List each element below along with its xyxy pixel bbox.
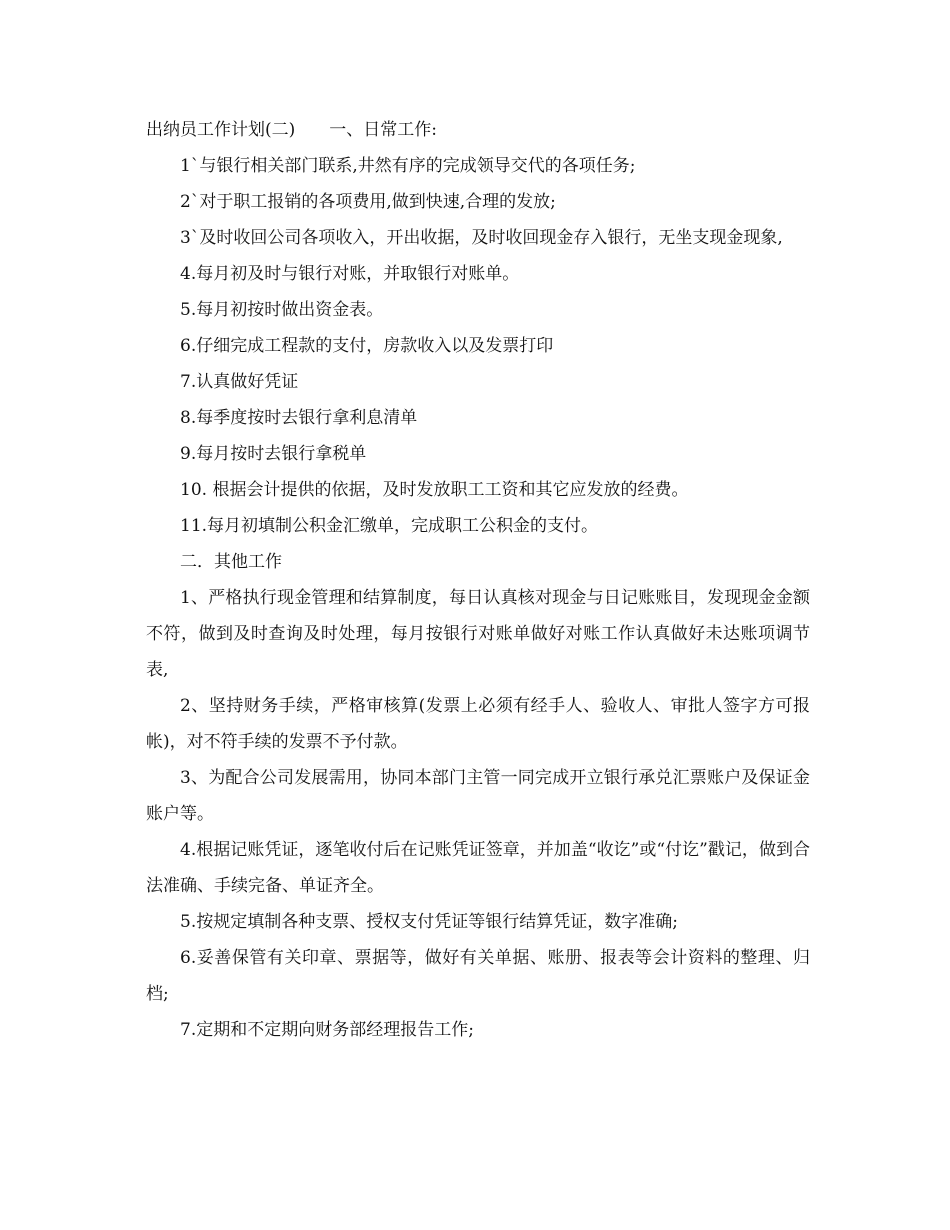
paragraph-other-3: 3、为配合公司发展需用，协同本部门主管一同完成开立银行承兑汇票账户及保证金账户等。 bbox=[146, 768, 810, 824]
paragraph-daily-1: 1`与银行相关部门联系,井然有序的完成领导交代的各项任务; bbox=[180, 156, 636, 176]
paragraph-daily-11: 11.每月初填制公积金汇缴单，完成职工公积金的支付。 bbox=[180, 516, 599, 536]
paragraph-daily-9: 9.每月按时去银行拿税单 bbox=[180, 444, 367, 464]
paragraph-daily-3: 3`及时收回公司各项收入，开出收据，及时收回现金存入银行，无坐支现金现象, bbox=[180, 228, 783, 248]
paragraph-daily-5: 5.每月初按时做出资金表。 bbox=[180, 300, 384, 320]
paragraph-other-2: 2、坚持财务手续，严格审核算(发票上必须有经手人、验收人、审批人签字方可报帐)，对不符手续的发票不予付款。 bbox=[146, 696, 810, 752]
paragraph-daily-10: 10. 根据会计提供的依据，及时发放职工工资和其它应发放的经费。 bbox=[180, 480, 689, 500]
paragraph-other-1: 1、严格执行现金管理和结算制度，每日认真核对现金与日记账账目，发现现金金额不符，做到及时查询及时处理，每月按银行对账单做好对账工作认真做好未达账项调节表, bbox=[146, 588, 810, 680]
paragraph-daily-4: 4.每月初及时与银行对账，并取银行对账单。 bbox=[180, 264, 520, 284]
paragraph-daily-6: 6.仔细完成工程款的支付，房款收入以及发票打印 bbox=[180, 336, 554, 356]
document-body bbox=[146, 112, 810, 1048]
paragraph-daily-8: 8.每季度按时去银行拿利息清单 bbox=[180, 408, 418, 428]
paragraph-daily-2: 2`对于职工报销的各项费用,做到快速,合理的发放; bbox=[180, 192, 556, 212]
paragraph-other-6: 6.妥善保管有关印章、票据等，做好有关单据、账册、报表等会计资料的整理、归档; bbox=[146, 948, 810, 1004]
paragraph-daily-7: 7.认真做好凭证 bbox=[180, 372, 299, 392]
section-heading-other: 二．其他工作 bbox=[180, 552, 282, 572]
paragraph-other-7: 7.定期和不定期向财务部经理报告工作; bbox=[180, 1020, 474, 1040]
paragraph-other-4: 4.根据记账凭证，逐笔收付后在记账凭证签章，并加盖“收讫”或“付讫”戳记，做到合法准确、手续完备、单证齐全。 bbox=[146, 840, 810, 896]
paragraph-title: 出纳员工作计划(二) 一、日常工作: bbox=[146, 120, 437, 140]
paragraph-other-5: 5.按规定填制各种支票、授权支付凭证等银行结算凭证，数字准确; bbox=[180, 912, 678, 932]
